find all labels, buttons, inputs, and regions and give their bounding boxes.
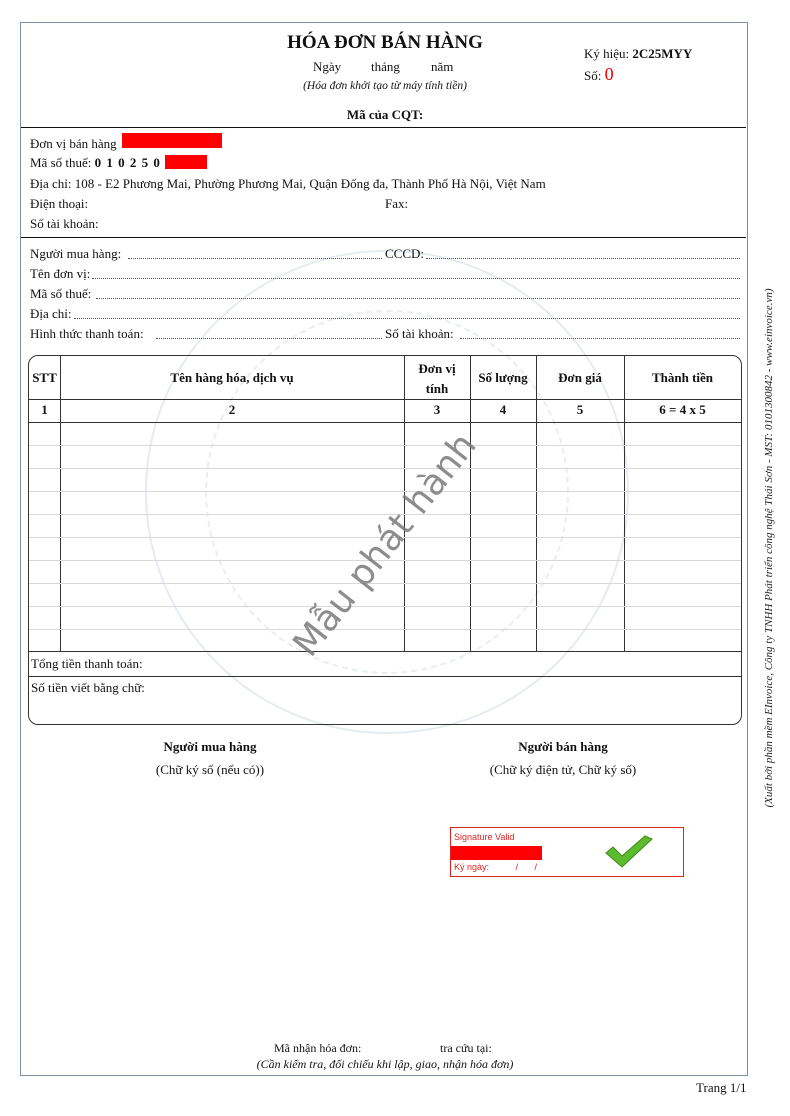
buyer-address-field xyxy=(74,307,740,319)
payment-method-field xyxy=(156,327,382,339)
buyer-name-field xyxy=(128,247,382,259)
redacted-signer xyxy=(451,846,542,860)
buyer-unit-label: Tên đơn vị: xyxy=(30,266,91,281)
buyer-account-label: Số tài khoản: xyxy=(385,326,454,341)
buyer-signature-note: (Chữ ký số (nếu có)) xyxy=(155,762,265,777)
table-row xyxy=(29,606,741,607)
tax-authority-code-label: Mã của CQT: xyxy=(346,107,424,122)
year-label: năm xyxy=(431,59,454,74)
total-label: Tổng tiền thanh toán: xyxy=(31,656,143,671)
words-divider xyxy=(29,676,741,677)
seller-phone-label: Điện thoại: xyxy=(30,196,89,211)
seller-fax-label: Fax: xyxy=(385,196,409,211)
index-divider xyxy=(29,422,741,423)
buyer-account-field xyxy=(460,327,740,339)
buyer-unit-field xyxy=(92,267,740,279)
buyer-id-field xyxy=(426,247,740,259)
buyer-signature-title: Người mua hàng xyxy=(163,739,257,754)
seller-tax-line xyxy=(30,155,161,171)
amount-in-words-label: Số tiền viết bằng chữ: xyxy=(31,680,145,695)
symbol-line xyxy=(584,46,692,62)
seller-account-label: Số tài khoản: xyxy=(30,216,99,231)
number-label: Số: xyxy=(584,68,602,83)
seller-name-label: Đơn vị bán hàng xyxy=(30,136,117,151)
divider-seller xyxy=(21,237,746,238)
page-number: Trang 1/1 xyxy=(696,1080,747,1095)
buyer-tax-code-label: Mã số thuế: xyxy=(30,286,92,301)
seller-address-label: Địa chỉ: xyxy=(30,176,72,191)
footer-note: (Cần kiểm tra, đối chiếu khi lập, giao, nhận hóa đơn) xyxy=(256,1057,514,1071)
buyer-name-label: Người mua hàng: xyxy=(30,246,122,261)
header-unit-price: Đơn giá xyxy=(558,370,602,385)
index-3: 3 xyxy=(433,402,441,417)
signature-date-value: / / xyxy=(515,862,538,872)
index-2: 2 xyxy=(228,402,236,417)
signature-date-line xyxy=(454,862,537,872)
divider-header xyxy=(21,127,746,128)
index-1: 1 xyxy=(41,402,48,417)
day-label: Ngày xyxy=(313,59,342,74)
invoice-title: HÓA ĐƠN BÁN HÀNG xyxy=(287,32,483,53)
signature-valid-text: Signature Valid xyxy=(454,832,515,842)
digital-signature-box xyxy=(450,827,684,877)
redacted-tax-code xyxy=(165,155,207,169)
header-amount: Thành tiền xyxy=(651,370,714,385)
table-row xyxy=(29,629,741,630)
seller-address-value: 108 - E2 Phương Mai, Phường Phương Mai, Quận Đống đa, Thành Phố Hà Nội, Việt Nam xyxy=(74,176,546,191)
symbol-value: 2C25MYY xyxy=(632,46,693,61)
buyer-address-label: Địa chỉ: xyxy=(30,306,72,321)
header-item-name: Tên hàng hóa, dịch vụ xyxy=(170,370,294,385)
invoice-number: 0 xyxy=(604,64,614,84)
symbol-label: Ký hiệu: xyxy=(584,46,630,61)
header-quantity: Số lượng xyxy=(478,370,528,385)
seller-tax-code-label: Mã số thuế: xyxy=(30,155,92,170)
table-row xyxy=(29,445,741,446)
seller-signature-title: Người bán hàng xyxy=(518,739,608,754)
buyer-tax-code-field xyxy=(96,287,740,299)
lookup-label: tra cứu tại: xyxy=(440,1041,492,1055)
index-5: 5 xyxy=(576,402,584,417)
signature-date-label: Ký ngày: xyxy=(454,862,490,872)
receive-code-label: Mã nhận hóa đơn: xyxy=(274,1041,362,1055)
table-row xyxy=(29,468,741,469)
payment-method-label: Hình thức thanh toán: xyxy=(30,326,144,341)
redacted-seller-name xyxy=(122,133,222,148)
header-unit: Đơn vị tính xyxy=(418,361,456,396)
seller-tax-code-value: 0 1 0 2 5 0 xyxy=(94,155,161,170)
table-row xyxy=(29,583,741,584)
seller-signature-note: (Chữ ký điện tử, Chữ ký số) xyxy=(489,762,637,777)
table-row xyxy=(29,491,741,492)
buyer-id-label: CCCD: xyxy=(385,246,425,261)
month-label: tháng xyxy=(371,59,400,74)
checkmark-icon xyxy=(603,834,655,872)
index-4: 4 xyxy=(499,402,507,417)
invoice-subtitle: (Hóa đơn khởi tạo từ máy tính tiền) xyxy=(303,80,467,92)
header-divider xyxy=(29,399,741,400)
number-line xyxy=(584,64,614,85)
index-6: 6 = 4 x 5 xyxy=(659,402,706,417)
publisher-side-text: (Xuất bởi phần mềm EInvoice, Công ty TNHH Phát triển công nghệ Thái Sơn - MST: 0101300842 - www.einvoice.vn) xyxy=(763,288,775,808)
sample-watermark: Mẫu phát hành xyxy=(285,425,485,665)
total-divider xyxy=(29,651,741,652)
header-stt: STT xyxy=(32,370,57,385)
seller-address-line xyxy=(30,176,546,192)
